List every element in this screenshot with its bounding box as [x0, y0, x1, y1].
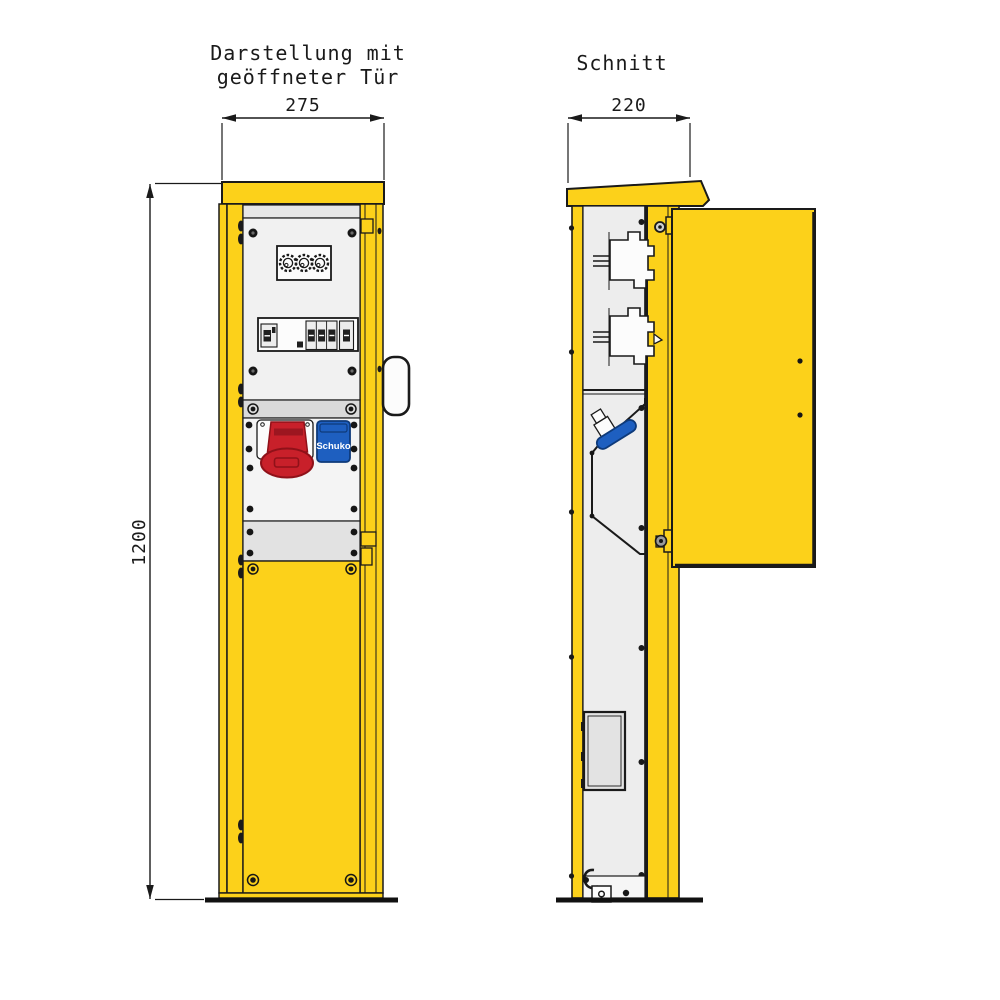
section-view — [556, 51, 815, 902]
lower-door-panel — [243, 561, 360, 893]
arrowhead-right-icon — [370, 114, 384, 122]
arrowhead-left-icon — [222, 114, 236, 122]
rcd-breaker — [261, 324, 277, 347]
front-title-line2: geöffneter Tür — [216, 65, 400, 89]
terminal-box — [581, 712, 625, 790]
front-view — [129, 41, 409, 900]
divider-strip — [243, 400, 360, 418]
top-latch — [361, 219, 373, 233]
fuse-holder-box — [277, 246, 331, 280]
panel-top-strip — [243, 205, 360, 218]
door-hole-icon — [797, 358, 802, 363]
front-title-line1: Darstellung mit — [210, 41, 406, 65]
mcb-three-pole — [306, 321, 337, 350]
left-frame-strip — [227, 204, 243, 893]
keyhole-mid-icon — [378, 366, 382, 372]
door-handle — [383, 357, 409, 415]
single-module-breaker — [340, 321, 354, 350]
pillar-cap-section — [567, 181, 709, 206]
schuko-socket — [316, 421, 351, 462]
open-door-edge — [219, 204, 227, 893]
door-hole-icon — [797, 412, 802, 417]
dim-height-label: 1200 — [129, 518, 150, 566]
arrowhead-right-icon — [676, 114, 690, 122]
cee-socket-lid — [261, 449, 313, 478]
front-view-title — [210, 41, 406, 89]
section-title: Schnitt — [576, 51, 668, 75]
breaker-row — [258, 318, 358, 351]
test-button — [297, 342, 303, 348]
arrowhead-down-icon — [146, 885, 154, 899]
dimension-height-1200 — [129, 184, 221, 900]
schuko-label: Schuko — [316, 441, 351, 452]
door-latch-upper — [361, 532, 376, 546]
keyhole-top-icon — [378, 228, 382, 234]
socket-panel — [243, 418, 360, 521]
pillar-cap-front — [222, 182, 384, 204]
arrowhead-left-icon — [568, 114, 582, 122]
dimension-width-275 — [222, 95, 384, 180]
dim-width-label: 275 — [285, 95, 321, 116]
equipment-panel-upper — [243, 218, 360, 400]
dimension-depth-220 — [568, 95, 690, 183]
dim-depth-label: 220 — [611, 95, 647, 116]
door-latch-lower — [361, 548, 372, 565]
open-door-panel — [672, 209, 815, 567]
blank-panel-lower — [243, 521, 360, 561]
plinth-front — [219, 893, 383, 898]
rear-wall — [572, 206, 583, 898]
cee-socket — [257, 420, 313, 478]
arrowhead-up-icon — [146, 184, 154, 198]
